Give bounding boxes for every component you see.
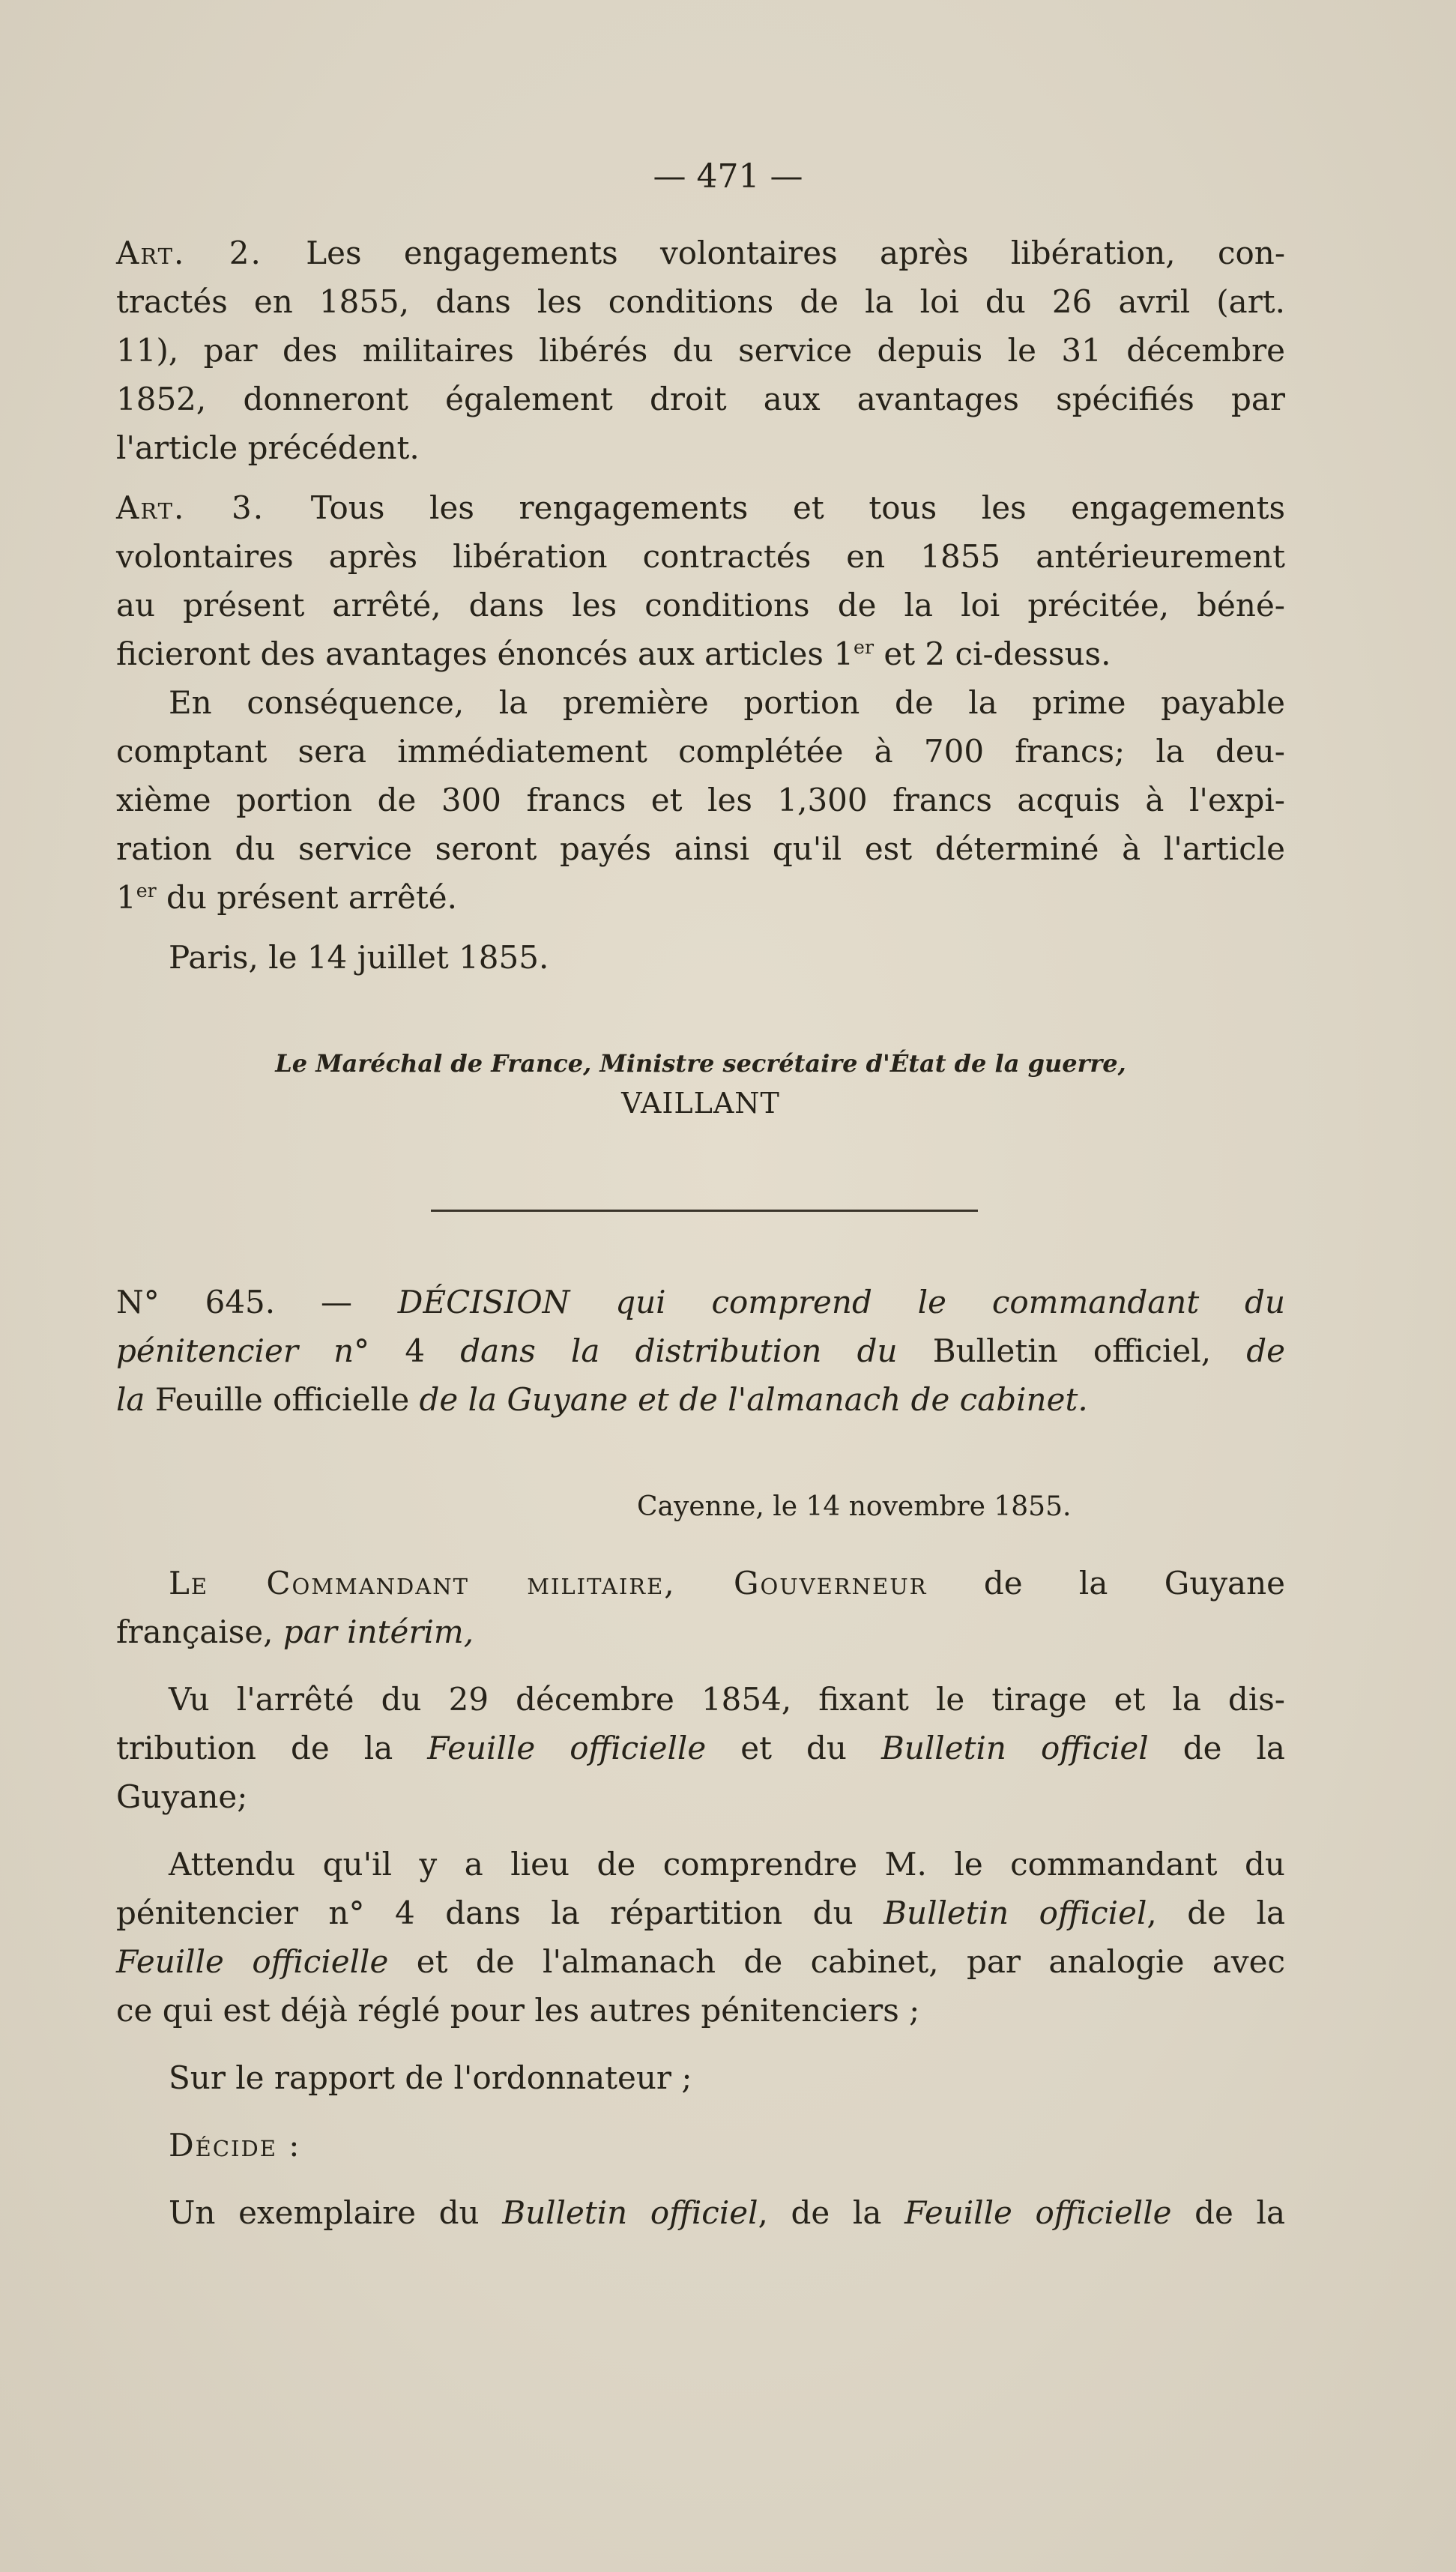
text-line xyxy=(116,2057,1285,2099)
text-segment: Feuille officielle xyxy=(116,1943,389,1980)
text-segment: et du xyxy=(706,1730,881,1766)
text-segment: Art. 3. xyxy=(116,489,311,526)
text-line xyxy=(116,1611,1285,1653)
text-segment: Paris, le 14 juillet 1855. xyxy=(169,939,549,976)
text-line xyxy=(116,2192,1285,2234)
text-segment: par intérim, xyxy=(283,1613,474,1650)
text-segment: ration du service seront payés ainsi qu'il est déterminé à l'article xyxy=(116,830,1285,867)
text-line xyxy=(116,2125,1285,2167)
text-line xyxy=(116,585,1285,627)
text-segment: 11), par des militaires libérés du service depuis le 31 décembre xyxy=(116,332,1285,369)
text-segment: 4 xyxy=(405,1332,426,1369)
text-segment: dans la distribution du xyxy=(425,1332,933,1369)
text-segment: Bulletin officiel xyxy=(502,2194,758,2231)
text-segment: de la xyxy=(1171,2194,1285,2231)
signatory-title: Le Maréchal de France, Ministre secrétaire d'État de la guerre, xyxy=(275,1049,1126,1078)
text-segment: 1 xyxy=(116,879,136,916)
text-line xyxy=(116,1990,1285,2032)
text-segment: de la Guyane xyxy=(927,1565,1285,1602)
text-segment: et de l'almanach de cabinet, par analogie avec xyxy=(388,1943,1285,1980)
text-line xyxy=(116,779,1285,821)
text-segment: de la xyxy=(1148,1730,1285,1766)
text-segment: , de la xyxy=(758,2194,904,2231)
text-line xyxy=(116,1892,1285,1934)
text-segment: En conséquence, la première portion de la prime payable xyxy=(169,684,1285,721)
text-segment: Guyane; xyxy=(116,1778,248,1815)
decision-line xyxy=(116,1282,1285,1323)
text-segment: N° 645. — xyxy=(116,1284,398,1320)
text-segment: Décide : xyxy=(169,2127,301,2164)
text-segment: Art. 2. xyxy=(116,235,306,271)
text-segment: Feuille officielle xyxy=(427,1730,707,1766)
text-segment: tribution de la xyxy=(116,1730,428,1766)
text-segment: comptant sera immédiatement complétée à 700 francs; la deu- xyxy=(116,733,1285,770)
text-line xyxy=(116,427,1285,469)
signature-block xyxy=(116,1049,1285,1120)
text-segment: er xyxy=(854,636,874,658)
text-line xyxy=(116,828,1285,870)
text-segment: Tous les rengagements et tous les engagements xyxy=(310,489,1286,526)
text-segment: Bulletin officiel, xyxy=(932,1332,1247,1369)
text-segment: Feuille officielle xyxy=(904,2194,1172,2231)
text-segment: Le Commandant militaire, Gouverneur xyxy=(169,1565,928,1602)
place-date-block xyxy=(116,1491,1285,1522)
text-line xyxy=(116,1727,1285,1769)
text-segment: 1852, donneront également droit aux avantages spécifiés par xyxy=(116,381,1285,417)
decision-line xyxy=(116,1379,1285,1421)
text-segment: Vu l'arrêté du 29 décembre 1854, fixant le tirage et la dis- xyxy=(169,1681,1285,1718)
text-segment: tractés en 1855, dans les conditions de la loi du 26 avril (art. xyxy=(116,283,1285,320)
text-segment: ficieront des avantages énoncés aux articles 1 xyxy=(116,636,854,672)
text-segment: de la Guyane et de l'almanach de cabinet. xyxy=(419,1381,1088,1418)
text-line xyxy=(116,1776,1285,1818)
text-line xyxy=(116,487,1285,529)
text-segment: qui comprend le commandant du xyxy=(570,1284,1285,1320)
text-segment: et 2 ci-dessus. xyxy=(874,636,1111,672)
text-segment: française, xyxy=(116,1613,283,1650)
text-segment: l'article précédent. xyxy=(116,429,420,466)
text-segment: pénitencier n° xyxy=(116,1332,405,1369)
text-segment: , de la xyxy=(1147,1895,1286,1931)
text-segment: pénitencier n° 4 dans la répartition du xyxy=(116,1895,884,1931)
text-segment: du présent arrêté. xyxy=(156,879,457,916)
text-line xyxy=(116,378,1285,420)
text-line xyxy=(116,682,1285,724)
page-number: — 471 — xyxy=(653,157,803,196)
text-line xyxy=(116,1563,1285,1605)
text-line xyxy=(116,281,1285,323)
section-divider xyxy=(431,1210,978,1212)
text-segment: la xyxy=(116,1381,155,1418)
text-segment: DÉCISION xyxy=(397,1284,570,1320)
text-line xyxy=(116,536,1285,578)
text-segment: Bulletin officiel xyxy=(880,1730,1149,1766)
text-line xyxy=(116,1941,1285,1983)
text-segment: Attendu qu'il y a lieu de comprendre M. le commandant du xyxy=(169,1846,1285,1883)
text-line xyxy=(116,731,1285,773)
text-segment: Bulletin officiel xyxy=(883,1895,1147,1931)
text-segment: volontaires après libération contractés en 1855 antérieurement xyxy=(116,538,1285,575)
text-segment: Feuille officielle xyxy=(154,1381,420,1418)
text-segment: de xyxy=(1246,1332,1285,1369)
text-line xyxy=(116,1679,1285,1721)
text-segment: Un exemplaire du xyxy=(169,2194,503,2231)
text-segment: ce qui est déjà réglé pour les autres pénitenciers ; xyxy=(116,1992,920,2029)
text-segment: Les engagements volontaires après libération, con- xyxy=(306,235,1286,271)
decision-line xyxy=(116,1330,1285,1372)
text-segment: er xyxy=(136,880,157,902)
text-segment: au présent arrêté, dans les conditions de la loi précitée, béné- xyxy=(116,587,1285,624)
signatory-name: VAILLANT xyxy=(621,1087,780,1120)
text-line xyxy=(116,633,1285,675)
place-date: Cayenne, le 14 novembre 1855. xyxy=(637,1491,1072,1522)
text-segment: Sur le rapport de l'ordonnateur ; xyxy=(169,2059,692,2096)
text-line xyxy=(116,877,1285,919)
text-line xyxy=(116,937,1285,979)
text-line xyxy=(116,1844,1285,1886)
text-segment: xième portion de 300 francs et les 1,300 francs acquis à l'expi- xyxy=(116,782,1285,818)
text-line xyxy=(116,232,1285,274)
text-line xyxy=(116,330,1285,372)
